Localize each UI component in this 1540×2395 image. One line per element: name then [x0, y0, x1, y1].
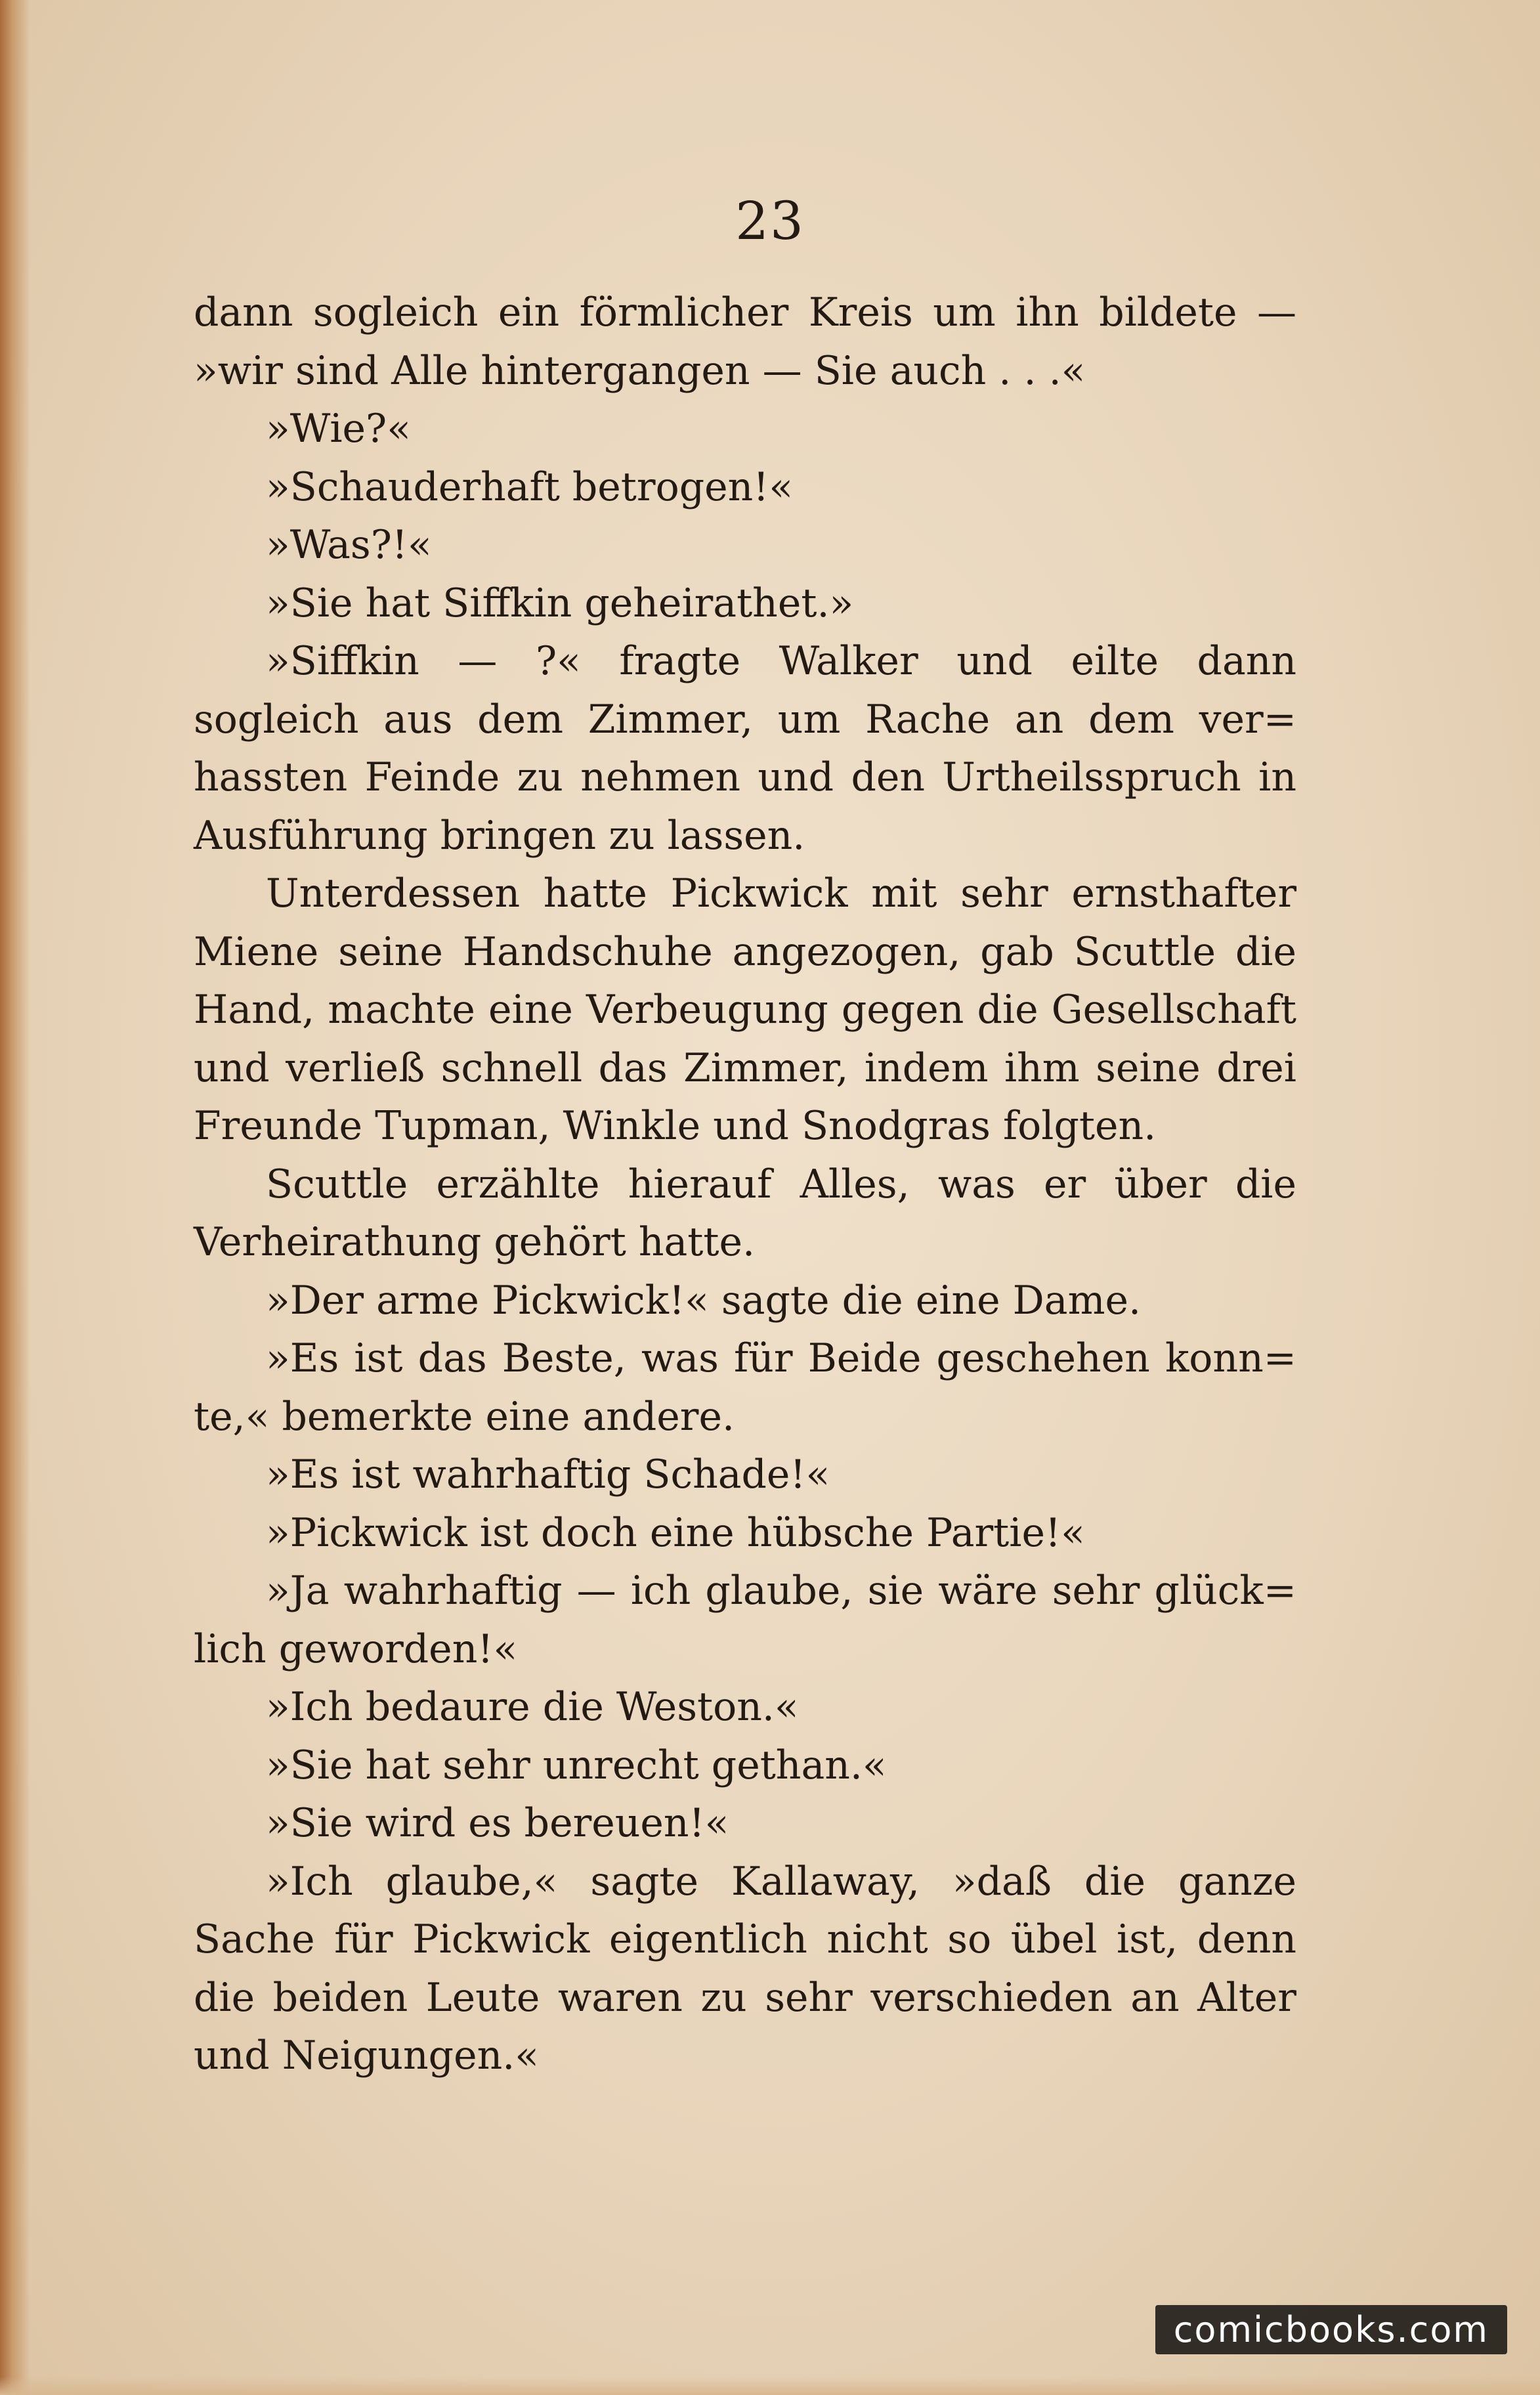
text-line: »Wie?«: [266, 406, 411, 452]
text-line: »Der arme Pickwick!« sagte die eine Dame.: [266, 1277, 1142, 1324]
text-line: und Neigungen.«: [194, 2033, 539, 2079]
page-number: 23: [735, 190, 805, 251]
text-line: Unterdessen hatte Pickwick mit sehr ernsthafter: [266, 871, 1296, 917]
text-line: »Sie hat sehr unrecht gethan.«: [266, 1742, 887, 1788]
watermark: comicbooks.com: [1155, 2305, 1507, 2354]
text-line: Sache für Pickwick eigentlich nicht so übel ist, denn: [194, 1916, 1296, 1962]
text-line: Scuttle erzählte hierauf Alles, was er über die: [266, 1161, 1296, 1207]
text-line: »wir sind Alle hintergangen — Sie auch . . .«: [194, 347, 1086, 394]
body-text: [194, 284, 1296, 2085]
text-line: te,« bemerkte eine andere.: [194, 1393, 735, 1440]
text-line: »Pickwick ist doch eine hübsche Partie!«: [266, 1509, 1085, 1556]
text-line: die beiden Leute waren zu sehr verschieden an Alter: [194, 1974, 1296, 2021]
text-line: »Ich glaube,« sagte Kallaway, »daß die ganze: [266, 1858, 1296, 1905]
text-line: Hand, machte eine Verbeugung gegen die Gesellschaft: [194, 987, 1296, 1033]
page-bottom-edge: [0, 2377, 1540, 2395]
text-line: lich geworden!«: [194, 1626, 518, 1672]
text-line: dann sogleich ein förmlicher Kreis um ihn bildete —: [194, 290, 1296, 335]
text-line: Ausführung bringen zu lassen.: [194, 812, 805, 859]
text-line: »Siffkin — ?« fragte Walker und eilte dann: [266, 638, 1296, 684]
text-line: Miene seine Handschuhe angezogen, gab Scuttle die: [194, 928, 1296, 975]
text-line: hassten Feinde zu nehmen und den Urtheilsspruch in: [194, 754, 1296, 800]
text-line: und verließ schnell das Zimmer, indem ihm seine drei: [194, 1045, 1296, 1091]
text-line: Verheirathung gehört hatte.: [194, 1219, 756, 1265]
text-line: »Es ist wahrhaftig Schade!«: [266, 1452, 830, 1498]
text-line: sogleich aus dem Zimmer, um Rache an dem ver=: [194, 696, 1296, 743]
text-line: »Sie wird es bereuen!«: [266, 1800, 729, 1846]
page-left-edge: [0, 0, 30, 2395]
text-line: »Es ist das Beste, was für Beide geschehen konn=: [266, 1335, 1296, 1381]
text-line: »Ich bedaure die Weston.«: [266, 1684, 799, 1730]
text-line: »Schauderhaft betrogen!«: [266, 464, 794, 510]
text-line: »Ja wahrhaftig — ich glaube, sie wäre sehr glück=: [266, 1568, 1296, 1614]
text-line: »Was?!«: [266, 522, 432, 568]
text-line: »Sie hat Siffkin geheirathet.»: [266, 580, 854, 626]
text-line: Freunde Tupman, Winkle und Snodgras folgten.: [194, 1103, 1157, 1149]
